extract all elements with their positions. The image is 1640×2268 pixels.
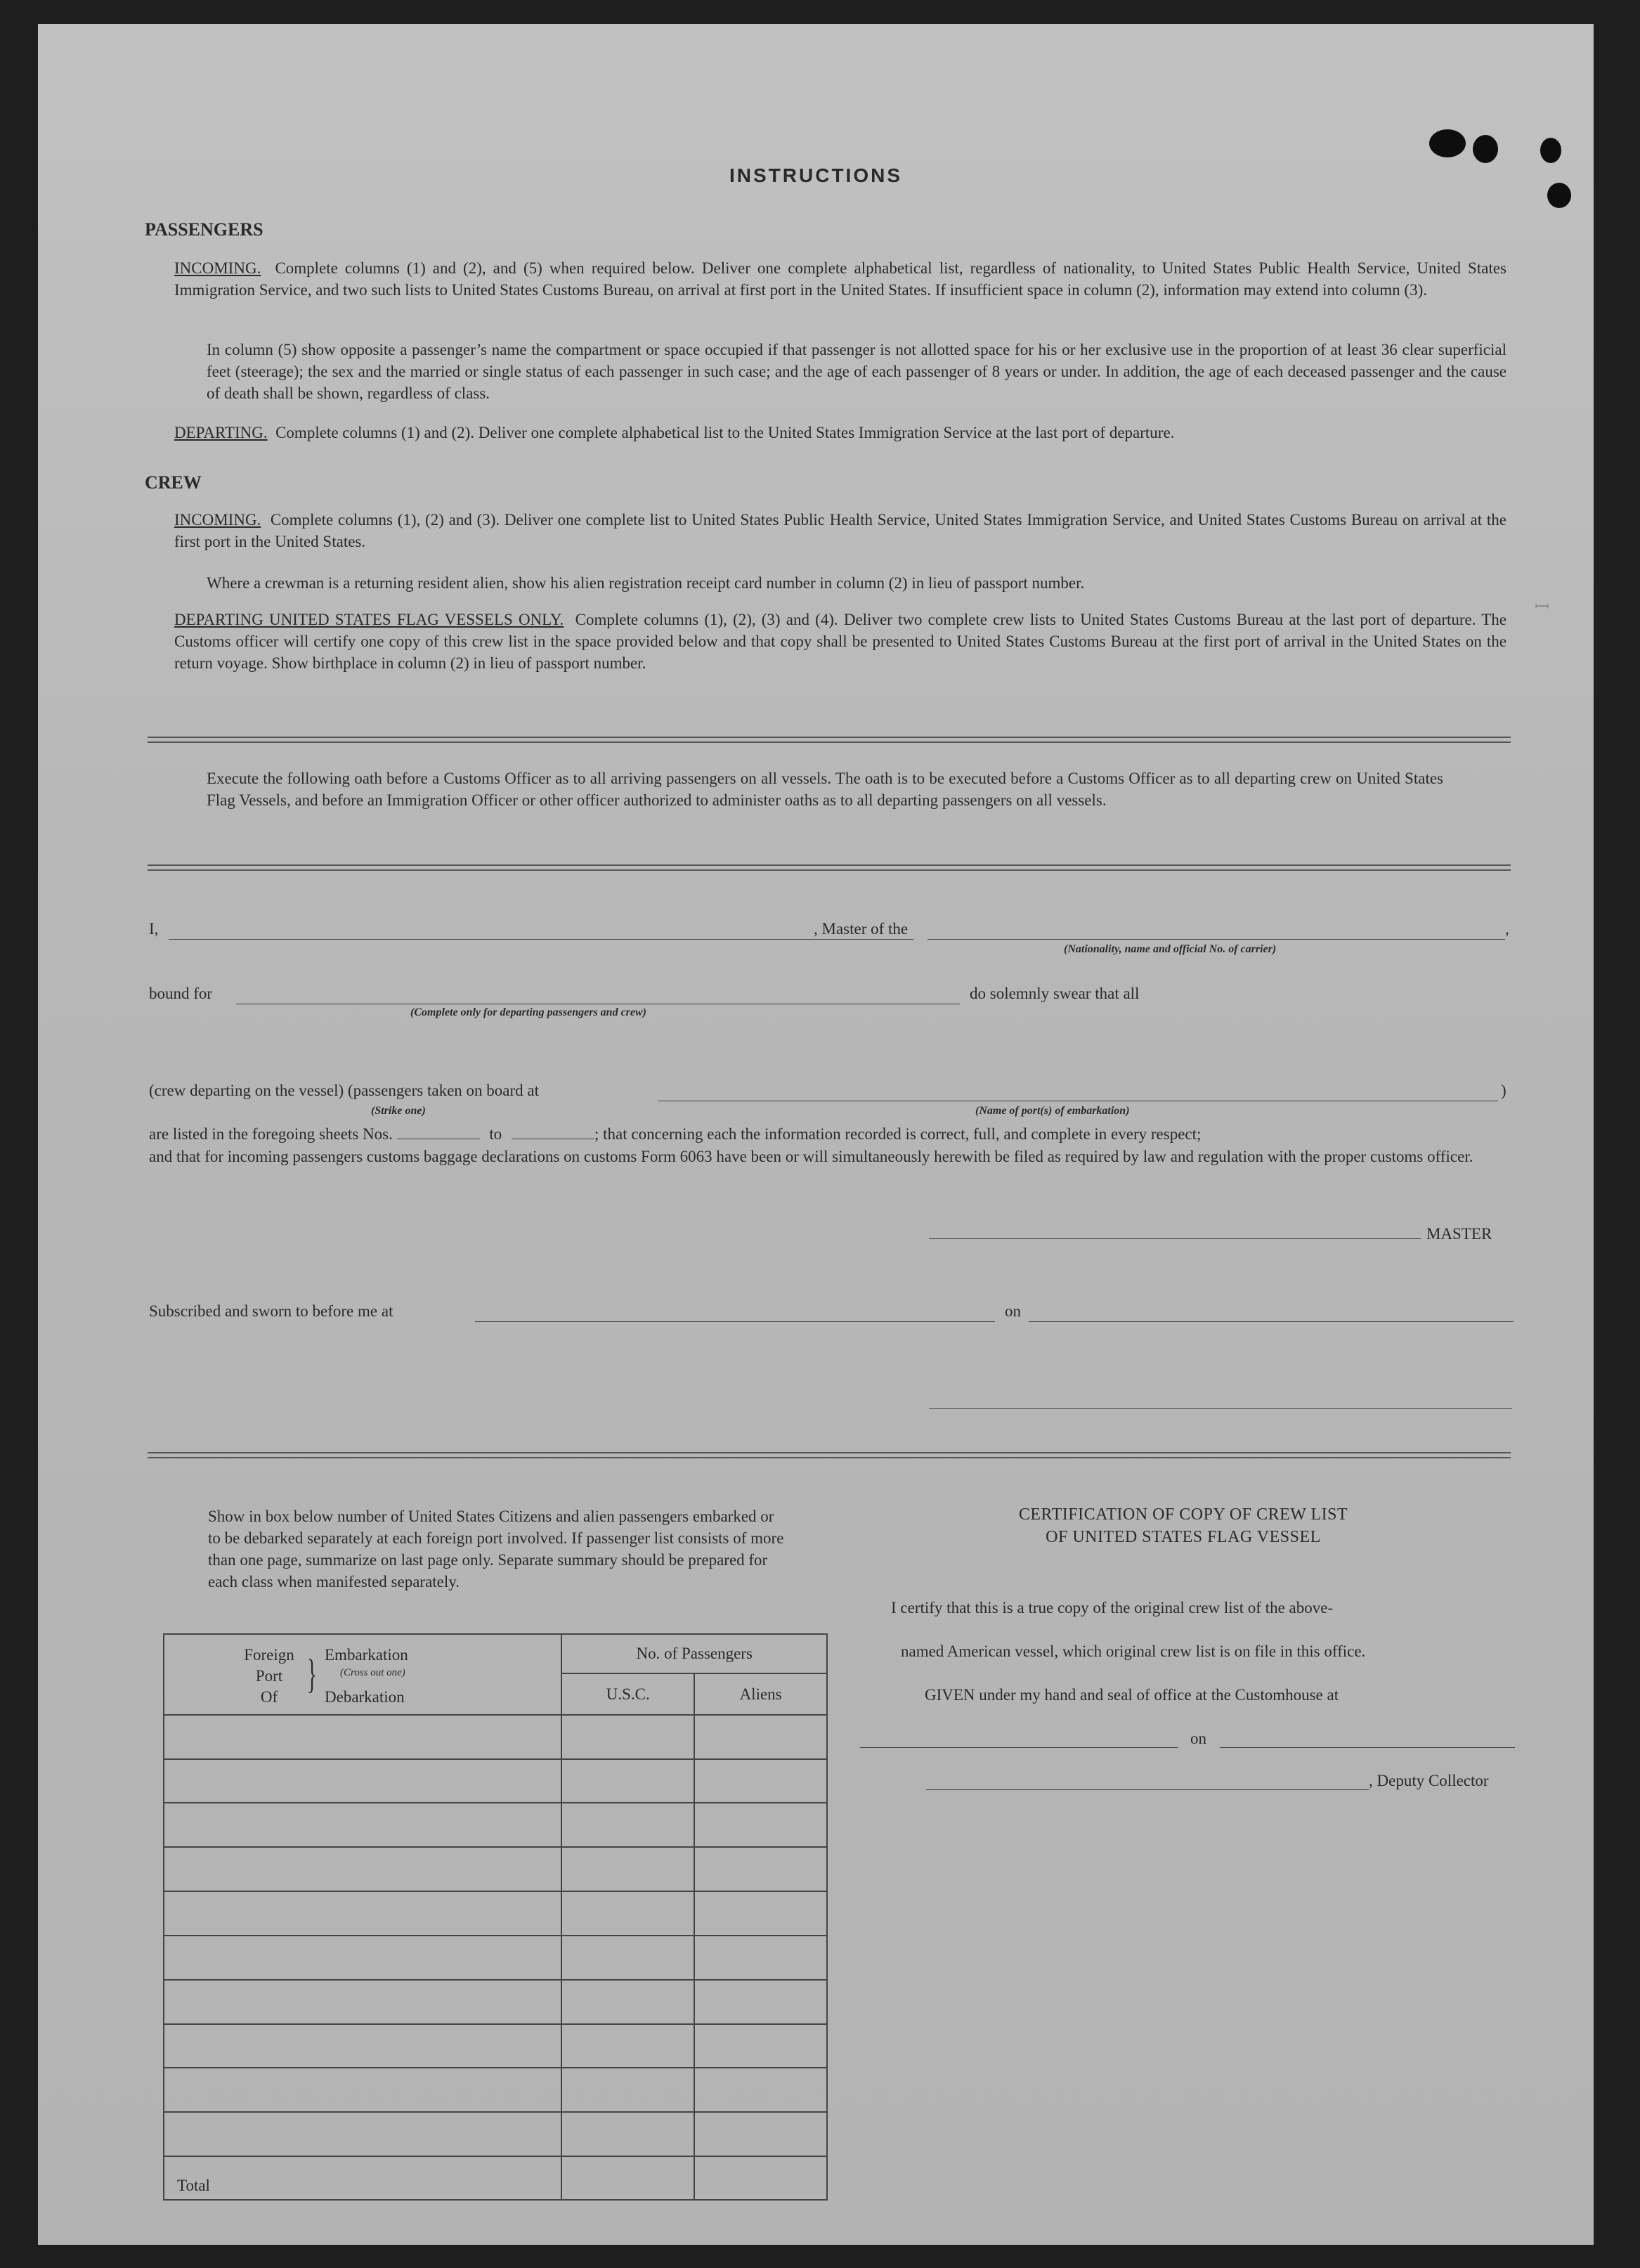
table-header-row [164,1634,827,1673]
departing-text: Complete columns (1) and (2). Deliver one complete alphabetical list to the United States Immigration Service at the last port of departure. [275,424,1175,441]
sworn-place-field[interactable] [475,1321,995,1322]
bound-for-label: bound for [149,985,213,1002]
passengers-heading: PASSENGERS [145,219,263,240]
table-row[interactable] [164,1980,827,2024]
port-label: Port [255,1667,283,1685]
certify-line-2: named American vessel, which original crew list is on file in this office. [901,1642,1366,1660]
passengers-incoming-paragraph [174,257,1506,301]
cross-out-caption: (Cross out one) [340,1667,405,1678]
section-divider [148,1452,1511,1458]
debarkation-label: Debarkation [325,1688,405,1706]
certification-heading-1: CERTIFICATION OF COPY OF CREW LIST [1018,1505,1348,1524]
master-of-label: , Master of the [814,920,909,938]
certify-line-1: I certify that this is a true copy of the original crew list of the above- [891,1599,1334,1616]
oath-i-label: I, [149,920,159,938]
carrier-field[interactable] [928,939,1505,940]
document-page [38,24,1594,2245]
certification-on-label: on [1190,1730,1206,1747]
sheet-to-field[interactable] [512,1126,594,1139]
deputy-collector-label: , Deputy Collector [1369,1772,1489,1789]
crew-departing-label: DEPARTING UNITED STATES FLAG VESSELS ONLY. [174,611,564,628]
incoming-label: INCOMING. [174,259,261,277]
table-row[interactable] [164,1936,827,1980]
listed-line-2: and that for incoming passengers customs baggage declarations on customs Form 6063 have been or will simultaneously herewith be filed as required by law and regulation with the proper customs officer. [149,1148,1473,1165]
carrier-comma: , [1505,920,1509,938]
listed-line-1 [149,1123,1512,1145]
given-line: GIVEN under my hand and seal of office at the Customhouse at [925,1686,1339,1704]
master-label: MASTER [1426,1225,1492,1243]
departing-label: DEPARTING. [174,424,268,441]
port-caption: (Name of port(s) of embarkation) [975,1105,1130,1117]
sworn-on-label: on [1005,1302,1021,1320]
column5-paragraph: In column (5) show opposite a passenger’s name the compartment or space occupied if that passenger is not allotted space for his or her exclusive use in the proportion of at least 36 clear superficial feet (steerage); the sex and the married or single status of each passenger in such case; and the age of each passenger of 8 years or under. In addition, the age of each deceased passenger and the cause of death shall be shown, regardless of class. [207,341,1506,402]
embarkation-label: Embarkation [325,1646,408,1664]
foreign-port-of-label [237,1645,301,1708]
page-title: INSTRUCTIONS [729,164,902,186]
subscribed-label: Subscribed and sworn to before me at [149,1302,393,1320]
deputy-signature-field[interactable] [926,1789,1369,1790]
table-row[interactable] [164,2112,827,2156]
crew-heading: CREW [145,472,202,493]
table-row[interactable] [164,1759,827,1803]
aliens-header: Aliens [694,1673,827,1715]
total-row[interactable] [164,2156,827,2200]
table-row[interactable] [164,1803,827,1847]
usc-header: U.S.C. [561,1673,694,1715]
swear-label: do solemnly swear that all [970,985,1140,1002]
oath-intro-paragraph: Execute the following oath before a Customs Officer as to all arriving passengers on all vessels. The oath is to be executed before a Customs Officer as to all departing crew on United States Flag Vessels, and before an Immigration Officer or other officer authorized to administer oaths as to all departing passengers on all vessels. [207,770,1443,809]
incoming-text: Complete columns (1) and (2), and (5) when required below. Deliver one complete alphabetical list, regardless of nationality, to United States Public Health Service, United States Immigration Service, and two such lists to United States Customs Bureau, on arrival at first port in the United States. If insufficient space in column (2), information may extend into column (3). [174,259,1507,299]
show-through-mark: ꟷ [1535,597,1550,618]
brace-icon: } [306,1651,317,1697]
summary-note: Show in box below number of United States Citizens and alien passengers embarked or to be debarked separately at each foreign port involved. If passenger list consists of more than one page, summarize on last page only. Separate summary should be prepared for each class when manifested separately. [208,1508,784,1590]
ink-blot [1429,129,1466,157]
foreign-label: Foreign [244,1646,294,1664]
passengers-departing-paragraph [174,422,1506,443]
close-paren: ) [1501,1082,1506,1099]
master-signature-field[interactable] [929,1238,1421,1239]
section-divider [148,737,1511,743]
crew-incoming-text: Complete columns (1), (2) and (3). Deliver one complete list to United States Public Health Service, United States Immigration Service, and United States Customs Bureau on arrival at the first port in the United States. [174,511,1506,550]
crew-incoming-label: INCOMING. [174,511,261,529]
customhouse-place-field[interactable] [860,1747,1178,1748]
sheet-from-field[interactable] [397,1126,480,1139]
passenger-summary-table [163,1633,828,2201]
table-row[interactable] [164,1891,827,1936]
table-row[interactable] [164,2068,827,2112]
bound-for-caption: (Complete only for departing passengers and crew) [410,1006,646,1018]
crew-departing-text: Complete columns (1), (2), (3) and (4). Deliver two complete crew lists to United States Customs Bureau at the last port of departure. The Customs officer will certify one copy of this crew list in the space provided below and that copy shall be presented to United States Customs Bureau at the first port of arrival in the United States on the return voyage. Show birthplace in column (2) in lieu of passport number. [174,611,1507,672]
of-label: Of [260,1688,278,1706]
certification-heading-2: OF UNITED STATES FLAG VESSEL [1046,1528,1321,1546]
ink-blot [1540,138,1561,163]
carrier-caption: (Nationality, name and official No. of carrier) [1064,943,1277,955]
crew-departing-paragraph [174,609,1506,674]
certification-date-field[interactable] [1220,1747,1515,1748]
port-header-cell [164,1634,561,1715]
to-label: to [489,1125,502,1143]
sworn-date-field[interactable] [1029,1321,1514,1322]
crew-incoming-paragraph [174,509,1506,552]
section-divider [148,864,1511,871]
total-label: Total [164,2156,561,2200]
master-name-field[interactable] [169,939,913,940]
ink-blot [1473,135,1498,163]
no-of-passengers-header: No. of Passengers [561,1634,827,1673]
table-row[interactable] [164,1847,827,1891]
table-row[interactable] [164,2024,827,2068]
resident-alien-paragraph: Where a crewman is a returning resident alien, show his alien registration receipt card number in column (2) in lieu of passport number. [207,574,1085,592]
listed-correct-text: ; that concerning each the information recorded is correct, full, and complete in every respect; [594,1125,1202,1143]
strike-one-caption: (Strike one) [371,1105,426,1117]
crew-departing-oath-label: (crew departing on the vessel) (passengers taken on board at [149,1082,539,1099]
listed-sheets-label: are listed in the foregoing sheets Nos. [149,1125,393,1143]
officer-signature-field[interactable] [929,1408,1512,1409]
table-row[interactable] [164,1715,827,1759]
